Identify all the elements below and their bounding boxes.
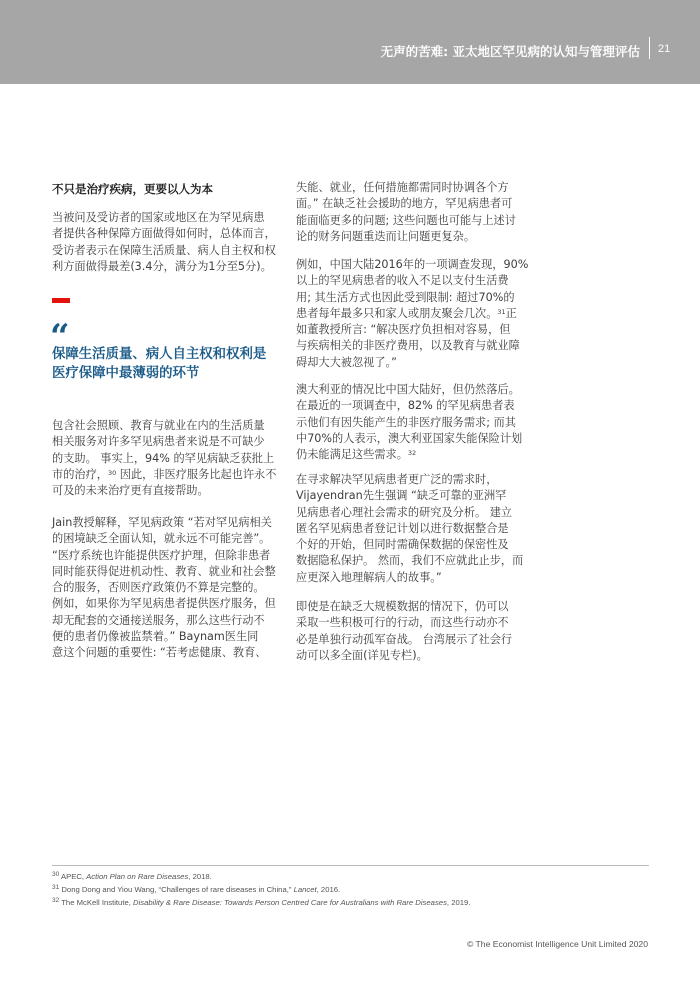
- footnote-text: , 2018.: [188, 872, 212, 881]
- page-number: 21: [658, 43, 671, 55]
- footnote-ref: 31: [497, 307, 506, 316]
- footnote-title: Lancet: [293, 885, 317, 894]
- quality-of-life-paragraph: [52, 418, 284, 499]
- footnote: [52, 883, 470, 896]
- text-line: 同时能获得促进机动性、教育、就业和社会整: [52, 564, 276, 578]
- text-line: 以上的罕见病患者的收入不足以支付生活费: [296, 274, 509, 288]
- text-line: Vijayendran先生强调 “缺乏可靠的亚洲罕: [296, 489, 507, 503]
- text-fragment: 因此，非医疗服务比起也许永不: [116, 467, 277, 481]
- footnote-text: , 2016.: [316, 885, 341, 894]
- footnote-title: Action Plan on Rare Diseases: [86, 872, 189, 881]
- text-line: 意这个问题的重要性: “若考虑健康、教育、: [52, 646, 267, 660]
- australia-paragraph: [296, 382, 552, 463]
- header-divider: [649, 37, 650, 59]
- pull-quote-line: 保障生活质量、病人自主权和权利是: [52, 347, 267, 362]
- text-line: 中70%的人表示，澳大利亚国家失能保险计划: [296, 431, 523, 445]
- text-line: 动可以多全面(详见专栏)。: [296, 648, 428, 662]
- taiwan-paragraph: [296, 599, 552, 664]
- text-line: 可及的未来治疗更有直接帮助。: [52, 484, 209, 498]
- footnote-text: Dong Dong and Yiou Wang, “Challenges of rare diseases in China,”: [59, 885, 294, 894]
- text-line: 利方面做得最差(3.4分，满分为1分至5分)。: [52, 259, 272, 273]
- text-line: 例如，如果你为罕见病患者提供医疗服务，但: [52, 597, 276, 611]
- china-survey-paragraph: [296, 257, 552, 371]
- report-title: 无声的苦难: 亚太地区罕见病的认知与管理评估: [380, 44, 640, 59]
- text-line: 与疾病相关的非医疗费用，以及教育与就业障: [296, 339, 520, 353]
- page-header-band: [0, 0, 700, 84]
- text-line: 却无配套的交通接送服务，那么这些行动不: [52, 613, 265, 627]
- text-line: 示他们有因失能产生的非医疗服务需求; 而其: [296, 415, 516, 429]
- text-line: 见病患者心理社会需求的研究及分析。 建立: [296, 505, 513, 519]
- text-line: 的困境缺乏全面认知，就永远不可能完善”。: [52, 532, 271, 546]
- footnote: [52, 870, 470, 883]
- footnote-ref: 32: [407, 449, 417, 458]
- footnote-text: , 2019.: [446, 898, 471, 907]
- text-line: 如董教授所言: “解决医疗负担相对容易，但: [296, 323, 511, 337]
- text-line: 必是单独行动孤军奋战。 台湾展示了社会行: [296, 632, 513, 646]
- footnotes-divider: [52, 865, 649, 866]
- footnote-title: Disability & Rare Disease: Towards Person Centred Care for Australians with Rare Diseases: [133, 898, 447, 907]
- text-line: 者提供各种保障方面做得如何时，总体而言，: [52, 227, 276, 241]
- continuation-paragraph: [296, 180, 552, 245]
- copyright: © The Economist Intelligence Unit Limited 2020: [466, 939, 648, 949]
- pull-quote-line: 医疗保障中最薄弱的环节: [52, 366, 200, 381]
- jain-paragraph: [52, 515, 284, 662]
- text-line: 数据隐私保护。 然而，我们不应就此止步，而: [296, 554, 524, 568]
- footnote-text: APEC,: [59, 872, 87, 881]
- footnote-number: 31: [52, 884, 60, 891]
- intro-paragraph: [52, 210, 284, 275]
- text-fragment: 市的治疗，: [52, 467, 108, 481]
- text-line: 受访者表示在保障生活质量、病人自主权和权: [52, 243, 276, 257]
- text-line: 能面临更多的问题; 这些问题也可能与上述讨: [296, 213, 516, 227]
- text-line: 碍却大大被忽视了。”: [296, 355, 397, 369]
- footnote: [52, 896, 470, 909]
- text-line: 个好的开始，但同时需确保数据的保密性及: [296, 538, 509, 552]
- pull-quote: [52, 345, 266, 383]
- text-line: 采取一些积极可行的行动，而这些行动亦不: [296, 616, 509, 630]
- text-line: [52, 467, 284, 483]
- vijayendran-paragraph: [296, 472, 552, 586]
- section-heading: 不只是治疗疾病，更要以人为本: [52, 182, 213, 196]
- text-line: 用; 其生活方式也因此受到限制: 超过70%的: [296, 290, 515, 304]
- text-line: 澳大利亚的情况比中国大陆好，但仍然落后。: [296, 383, 520, 396]
- text-line: 在最近的一项调查中，82% 的罕见病患者表: [296, 399, 515, 413]
- text-line: 在寻求解决罕见病患者更广泛的需求时，: [296, 473, 498, 486]
- text-line: 失能、就业，任何措施都需同时协调各个方: [296, 181, 509, 194]
- text-fragment: 正: [505, 306, 517, 320]
- text-line: 面。” 在缺乏社会援助的地方，罕见病患者可: [296, 197, 513, 211]
- text-line: 当被问及受访者的国家或地区在为罕见病患: [52, 211, 265, 224]
- text-line: Jain教授解释，罕见病政策 “若对罕见病相关: [52, 516, 272, 529]
- quote-mark-icon: “: [50, 317, 70, 357]
- text-line: 合的服务，否则医疗政策仍不算是完整的。: [52, 581, 265, 595]
- text-line: 便的患者仍像被监禁着。” Baynam医生同: [52, 630, 259, 644]
- text-line: 的支助。 事实上，94% 的罕见病缺乏获批上: [52, 451, 275, 465]
- text-line: 论的财务问题重迭而让问题更复杂。: [296, 229, 476, 243]
- text-line: 应更深入地理解病人的故事。”: [296, 570, 442, 584]
- footnote-text: The McKell Institute,: [59, 898, 134, 907]
- text-line: 包含社会照顾、教育与就业在内的生活质量: [52, 419, 265, 432]
- accent-bar: [52, 298, 70, 303]
- footnote-ref: 30: [107, 468, 117, 477]
- text-line: 即使是在缺乏大规模数据的情况下，仍可以: [296, 600, 509, 613]
- text-line: 例如，中国大陆2016年的一项调查发现，90%: [296, 258, 529, 271]
- text-fragment: 仍未能满足这些需求。: [296, 448, 408, 462]
- footnotes: [52, 870, 470, 909]
- text-line: 相关服务对许多罕见病患者来说是不可缺少: [52, 435, 265, 449]
- text-line: [296, 447, 552, 463]
- text-line: 匿名罕见病患者登记计划以进行数据整合是: [296, 521, 509, 535]
- footnote-number: 32: [52, 897, 60, 904]
- text-line: “医疗系统也许能提供医疗护理，但除非患者: [52, 548, 271, 562]
- text-fragment: 患者每年最多只和家人或朋友聚会几次。: [296, 306, 498, 320]
- footnote-number: 30: [52, 871, 60, 878]
- text-line: [296, 306, 552, 322]
